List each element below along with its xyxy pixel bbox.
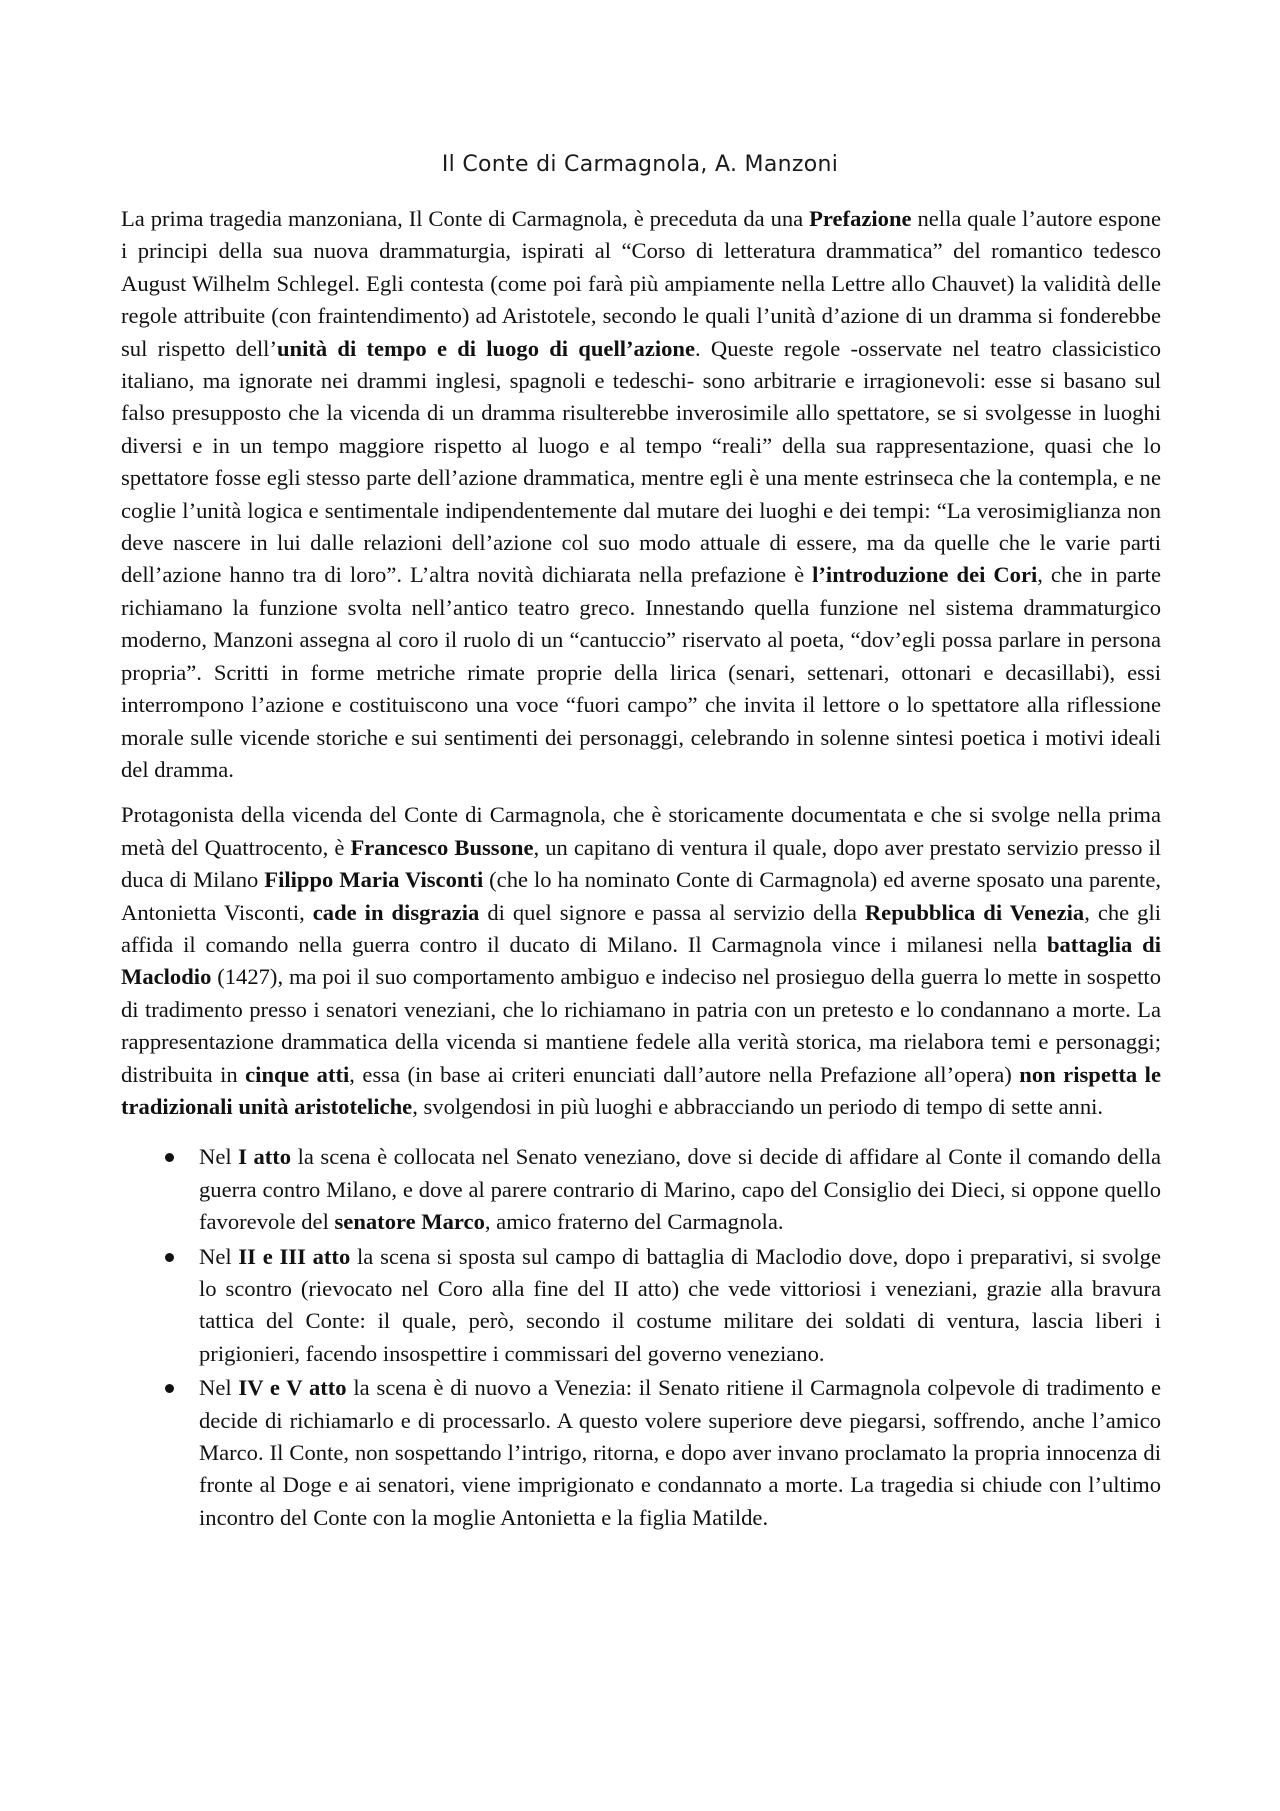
bold-term: II e III atto	[238, 1243, 351, 1269]
text-run: la scena è collocata nel Senato veneziano, dove si decide di affidare al Conte il comando della guerra contro Milano, e dove al parere contrario di Marino, capo del Consiglio dei Dieci, si oppone quello favorevole del	[199, 1144, 1161, 1235]
bold-term: cade in disgrazia	[312, 899, 480, 925]
bold-term: cinque atti	[245, 1061, 350, 1087]
bold-term: battaglia di Maclodio	[121, 931, 1161, 990]
bold-term: IV e V atto	[238, 1375, 347, 1401]
text-run: , svolgendosi in più luoghi e abbracciando un periodo di tempo di sette anni.	[412, 1093, 1104, 1119]
list-item-act-4-5	[121, 1372, 1161, 1534]
bullet-icon	[165, 1153, 174, 1162]
text-run: La prima tragedia manzoniana, Il Conte di Carmagnola, è preceduta da una	[121, 206, 810, 231]
bold-term: Prefazione	[809, 206, 912, 231]
text-run: la scena si sposta sul campo di battaglia di Maclodio dove, dopo i preparativi, si svolge lo scontro (rievocato nel Coro alla fine del II atto) che vede vittoriosi i veneziani, grazie alla bravura tattica del Conte: il quale, però, secondo il costume militare dei soldati di ventura, lascia liberi i prigionieri, facendo insospettire i commissari del governo veneziano.	[199, 1243, 1161, 1366]
text-run: la scena è di nuovo a Venezia: il Senato ritiene il Carmagnola colpevole di tradimento e decide di richiamarlo e di processarlo. A questo volere superiore deve piegarsi, soffrendo, anche l’amico Marco. Il Conte, non sospettando l’intrigo, ritorna, e dopo aver invano proclamato la propria innocenza di fronte al Doge e ai senatori, viene imprigionato e condannato a morte. La tragedia si chiude con l’ultimo incontro del Conte con la moglie Antonietta e la figlia Matilde.	[199, 1375, 1161, 1530]
text-run: , che gli affida il comando nella guerra contro il ducato di Milano. Il Carmagnola vince i milanesi nella	[121, 899, 1161, 957]
text-run: Nel	[199, 1243, 239, 1269]
text-run: , che in parte richiamano la funzione svolta nell’antico teatro greco. Innestando quella funzione nel sistema drammaturgico moderno, Manzoni assegna al coro il ruolo di un “cantuccio” riservato al poeta, “dov’egli possa parlare in persona propria”. Scritti in forme metriche rimate proprie della lirica (senari, settenari, ottonari e decasillabi), essi interrompono l’azione e costituiscono una voce “fuori campo” che invita il lettore o lo spettatore alla riflessione morale sulle vicende storiche e sui sentimenti dei personaggi, celebrando in solenne sintesi poetica i motivi ideali del dramma.	[121, 562, 1161, 782]
text-run: , amico fraterno del Carmagnola.	[484, 1209, 784, 1235]
bold-term: non rispetta le tradizionali unità aristoteliche	[121, 1061, 1161, 1119]
document-title: Il Conte di Carmagnola, A. Manzoni	[441, 152, 839, 177]
text-run: Nel	[199, 1375, 239, 1401]
list-item-act-2-3	[121, 1241, 1161, 1371]
text-run: Nel	[199, 1144, 239, 1170]
text-run: , un capitano di ventura il quale, dopo aver prestato servizio presso il duca di Milano	[121, 834, 1161, 893]
acts-list	[121, 1141, 1161, 1534]
text-run: di quel signore e passa al servizio della	[479, 899, 865, 925]
text-run: . Queste regole -osservate nel teatro classicistico italiano, ma ignorate nei drammi inglesi, spagnoli e tedeschi- sono arbitrarie e irragionevoli: esse si basano sul falso presupposto che la vicenda di un dramma risulterebbe inverosimile allo spettatore, se si svolgesse in luoghi diversi e in un tempo maggiore rispetto al luogo e al tempo “reali” della sua rappresentazione, quasi che lo spettatore fosse egli stesso parte dell’azione drammatica, mentre egli è una mente estrinseca che la contempla, e ne coglie l’unità logica e sentimentale indipendentemente dal mutare dei luoghi e dei tempi: “La verosimiglianza non deve nascere in lui dalle relazioni dell’azione col suo modo attuale di essere, ma da quelle che le varie parti dell’azione hanno tra di loro”. L’altra novità dichiarata nella prefazione è	[121, 335, 1161, 588]
bold-term: l’introduzione dei Cori	[812, 562, 1038, 588]
bold-term: Repubblica di Venezia	[864, 899, 1085, 925]
text-run: , essa (in base ai criteri enunciati dall’autore nella Prefazione all’opera)	[349, 1061, 1020, 1087]
bold-term: I atto	[238, 1144, 292, 1170]
paragraph-prefazione	[121, 203, 1161, 786]
document-body	[121, 203, 1161, 1536]
bullet-icon	[165, 1253, 174, 1262]
bold-term: senatore Marco	[334, 1209, 485, 1235]
bold-term: Francesco Bussone	[350, 834, 534, 860]
text-run: nella quale l’autore espone i principi della sua nuova drammaturgia, ispirati al “Corso di letteratura drammatica” del romantico tedesco August Wilhelm Schlegel. Egli contesta (come poi farà più ampiamente nella Lettre allo Chauvet) la validità delle regole attribuite (con fraintendimento) ad Aristotele, secondo le quali l’unità d’azione di un dramma si fonderebbe sul rispetto dell’	[121, 206, 1162, 361]
bold-term: unità di tempo e di luogo di quell’azione	[276, 335, 696, 361]
bold-term: Filippo Maria Visconti	[264, 867, 484, 893]
text-run: (che lo ha nominato Conte di Carmagnola) ed averne sposato una parente, Antonietta Visconti,	[121, 867, 1161, 925]
paragraph-protagonista	[121, 799, 1161, 1123]
text-run: (1427), ma poi il suo comportamento ambiguo e indeciso nel prosieguo della guerra lo mette in sospetto di tradimento presso i senatori veneziani, che lo richiamano in patria con un pretesto e lo condannano a morte. La rappresentazione drammatica della vicenda si mantiene fedele alla verità storica, ma rielabora temi e personaggi; distribuita in	[121, 964, 1161, 1087]
list-item-act-1	[121, 1141, 1161, 1238]
bullet-icon	[165, 1384, 174, 1393]
text-run: Protagonista della vicenda del Conte di Carmagnola, che è storicamente documentata e che si svolge nella prima metà del Quattrocento, è	[121, 802, 1161, 860]
